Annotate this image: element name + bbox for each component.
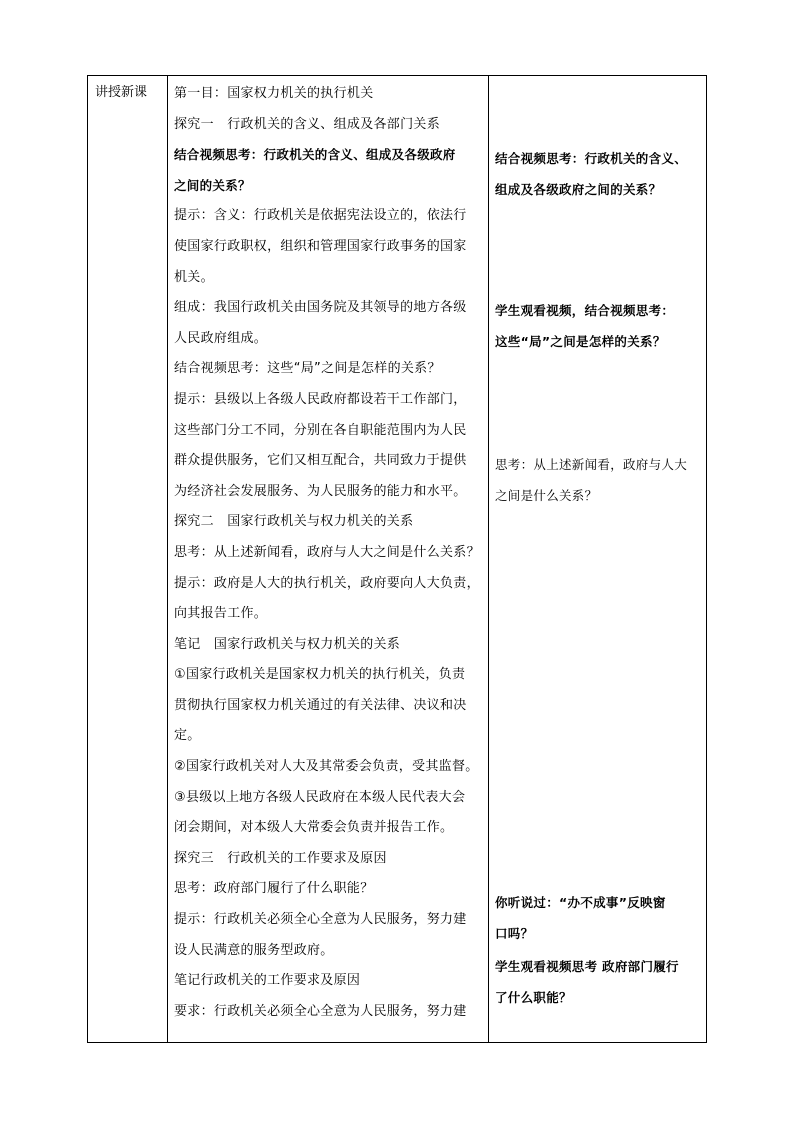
side-line: 学生观看视频，结合视频思考： [495, 303, 675, 318]
content-line: 这些部门分工不同，分别在各自职能范围内为人民 [174, 422, 467, 438]
content-line: 思考：政府部门履行了什么职能？ [174, 881, 374, 897]
content-line: 组成：我国行政机关由国务院及其领导的地方各级 [174, 300, 467, 316]
content-line: 第一目：国家权力机关的执行机关 [174, 86, 374, 101]
content-line: 探究二 国家行政机关与权力机关的关系 [174, 514, 414, 530]
content-line: 结合视频思考：这些“局”之间是怎样的关系？ [174, 361, 441, 377]
lesson-plan-table [87, 75, 707, 1043]
table-row [88, 76, 707, 1043]
content-line: 之间的关系？ [174, 177, 251, 193]
content-line: 向其报告工作。 [174, 606, 268, 622]
content-line: 要求：行政机关必须全心全意为人民服务，努力建 [174, 1003, 467, 1019]
main-content-cell [168, 76, 489, 1043]
content-line: 提示：县级以上各级人民政府都设若干工作部门， [174, 391, 467, 407]
side-line: 思考：从上述新闻看，政府与人大 [495, 457, 688, 472]
content-line: 机关。 [174, 269, 214, 285]
content-line: 提示：政府是人大的执行机关，政府要向人大负责， [174, 575, 480, 591]
side-line: 之间是什么关系？ [495, 487, 598, 503]
main-content [174, 79, 484, 1027]
section-label: 讲授新课 [88, 76, 168, 1043]
side-block-3 [495, 450, 704, 511]
side-block-1 [495, 144, 704, 205]
content-line: ②国家行政机关对人大及其常委会负责，受其监督。 [174, 759, 479, 775]
content-line: 群众提供服务，它们又相互配合，共同致力于提供 [174, 453, 467, 469]
side-line: 你听说过：“办不成事”反映窗 [495, 895, 666, 910]
side-line: 口吗？ [495, 925, 534, 941]
content-line: 设人民满意的服务型政府。 [174, 942, 334, 958]
content-line: 笔记行政机关的工作要求及原因 [174, 973, 361, 989]
side-line: 这些“局”之间是怎样的关系？ [495, 333, 666, 349]
content-line: 结合视频思考：行政机关的含义、组成及各级政府 [174, 147, 456, 163]
side-line: 学生观看视频思考 政府部门履行 [495, 959, 679, 974]
side-line: 了什么职能？ [495, 989, 572, 1005]
content-line: 提示：行政机关必须全心全意为人民服务，努力建 [174, 912, 467, 928]
content-line: ③县级以上地方各级人民政府在本级人民代表大会 [174, 789, 466, 805]
side-line: 结合视频思考：行政机关的含义、 [495, 151, 688, 166]
content-line: 人民政府组成。 [174, 330, 268, 346]
student-activity-cell [489, 76, 707, 1043]
content-line: 探究一 行政机关的含义、组成及各部门关系 [174, 116, 441, 132]
content-line: ①国家行政机关是国家权力机关的执行机关，负责 [174, 667, 466, 683]
content-line: 提示：含义：行政机关是依据宪法设立的，依法行 [174, 208, 467, 224]
content-line: 思考：从上述新闻看，政府与人大之间是什么关系？ [174, 544, 480, 560]
side-line: 组成及各级政府之间的关系？ [495, 181, 662, 197]
content-line: 闭会期间，对本级人大常委会负责并报告工作。 [174, 820, 454, 836]
content-line: 使国家行政职权，组织和管理国家行政事务的国家 [174, 238, 467, 254]
side-block-4 [495, 888, 704, 949]
side-block-5 [495, 952, 704, 1013]
content-line: 为经济社会发展服务、为人民服务的能力和水平。 [174, 483, 467, 499]
content-line: 探究三 行政机关的工作要求及原因 [174, 850, 387, 866]
content-line: 定。 [174, 728, 201, 744]
content-line: 笔记 国家行政机关与权力机关的关系 [174, 636, 401, 652]
side-block-2 [495, 296, 704, 357]
content-line: 贯彻执行国家权力机关通过的有关法律、决议和决 [174, 697, 467, 713]
